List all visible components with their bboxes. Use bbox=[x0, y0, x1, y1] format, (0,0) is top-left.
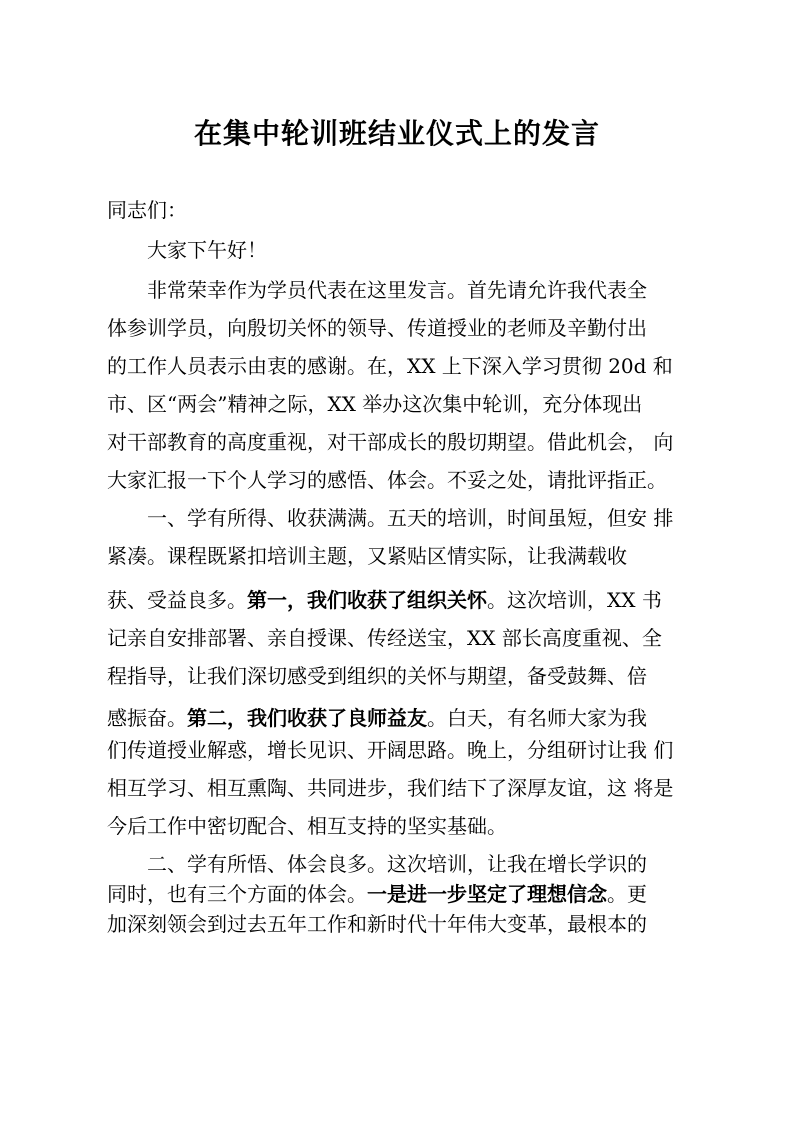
bold-heading: 一是进一步坚定了理想信念 bbox=[367, 882, 607, 906]
text-run: 获、受益良多。 bbox=[107, 588, 247, 612]
text-run: 。白天，有名师大家为我 bbox=[427, 706, 647, 730]
paragraph-line: 市、区“两会”精神之际，XX 举办这次集中轮训，充分体现出 bbox=[107, 392, 643, 416]
paragraph-line: 程指导，让我们深切感受到组织的关怀与期望，备受鼓舞、倍 bbox=[107, 664, 647, 688]
salutation: 同志们： bbox=[107, 198, 187, 222]
paragraph-line: 体参训学员，向殷切关怀的领导、传道授业的老师及辛勤付出 bbox=[107, 316, 647, 340]
text-run: 同时，也有三个方面的体会。 bbox=[107, 882, 367, 906]
bold-heading: 第一，我们收获了组织关怀 bbox=[247, 588, 487, 612]
paragraph-line: 对干部教育的高度重视，对干部成长的殷切期望。借此机会， 向 bbox=[107, 430, 674, 454]
paragraph-line bbox=[107, 586, 662, 614]
paragraph-line: 紧凑。课程既紧扣培训主题，又紧贴区情实际，让我满载收 bbox=[107, 544, 627, 568]
paragraph-line: 二、学有所悟、体会良多。这次培训，让我在增长学识的 bbox=[147, 852, 647, 876]
paragraph-line: 非常荣幸作为学员代表在这里发言。首先请允许我代表全 bbox=[147, 278, 647, 302]
paragraph-line: 一、学有所得、收获满满。五天的培训，时间虽短，但安 排 bbox=[147, 506, 674, 530]
text-run: 。这次培训，XX 书 bbox=[487, 588, 662, 612]
paragraph-line: 的工作人员表示由衷的感谢。在，XX 上下深入学习贯彻 20d 和 bbox=[107, 354, 673, 378]
greeting: 大家下午好！ bbox=[147, 238, 267, 262]
paragraph-line: 相互学习、相互熏陶、共同进步，我们结下了深厚友谊，这 将是 bbox=[107, 776, 674, 800]
paragraph-line: 加深刻领会到过去五年工作和新时代十年伟大变革，最根本的 bbox=[107, 912, 647, 936]
paragraph-line bbox=[107, 880, 647, 908]
paragraph-line bbox=[107, 704, 647, 732]
paragraph-line: 记亲自安排部署、亲自授课、传经送宝，XX 部长高度重视、全 bbox=[107, 626, 662, 650]
document-title: 在集中轮训班结业仪式上的发言 bbox=[193, 117, 600, 150]
text-run: 。更 bbox=[607, 882, 647, 906]
bold-heading: 第二，我们收获了良师益友 bbox=[187, 706, 427, 730]
text-run: 感振奋。 bbox=[107, 706, 187, 730]
paragraph-line: 今后工作中密切配合、相互支持的坚实基础。 bbox=[107, 814, 507, 838]
paragraph-line: 们传道授业解惑，增长见识、开阔思路。晚上，分组研讨让我 们 bbox=[107, 738, 674, 762]
paragraph-line: 大家汇报一下个人学习的感悟、体会。不妥之处，请批评指正。 bbox=[107, 468, 667, 492]
